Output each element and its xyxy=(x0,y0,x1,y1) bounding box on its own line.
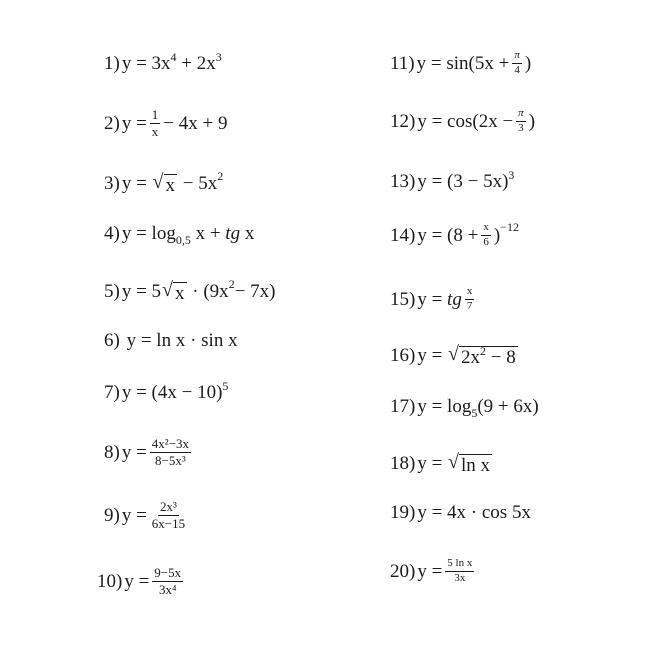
problem-number: 11) xyxy=(390,52,415,74)
fraction: $\frac{\text{2x³}}{6x-15}$ xyxy=(151,499,186,531)
problem-12 xyxy=(390,108,535,134)
problem-number: 4) xyxy=(104,223,120,244)
formula: y = cos(2x − $\frac{\pi}{3}$ ) xyxy=(417,107,536,134)
problem-19 xyxy=(390,503,531,522)
formula: y = 5 √ x · (9x 2 − 7x) xyxy=(121,276,276,304)
problem-number: 10) xyxy=(97,570,123,592)
problem-4 xyxy=(104,223,255,247)
formula: y = $\frac{\text{2x³}}{6x-15}$ xyxy=(121,499,186,531)
problem-6 xyxy=(104,331,238,350)
fraction: $\frac{x}{7}$ xyxy=(466,285,473,312)
formula: $y = \log_5(9 + 6x)$ xyxy=(417,396,539,420)
formula: y = tg $\frac{x}{7}$ xyxy=(417,285,473,312)
problem-number: 20) xyxy=(390,560,416,582)
problem-number: 19) xyxy=(390,502,416,523)
problem-number: 16) xyxy=(390,345,416,366)
problem-17 xyxy=(390,396,539,420)
fraction: $\frac{\text{4x²−3x}}{\text{8−5x³}}$ xyxy=(151,436,190,468)
problem-10 xyxy=(97,566,186,596)
problem-number: 9) xyxy=(104,504,120,526)
formula: y = √ ln x xyxy=(417,451,491,476)
fraction: $\frac{\pi}{4}$ xyxy=(514,49,520,76)
problem-number: 18) xyxy=(390,453,416,474)
fraction: $\frac{\text{5 ln x}}{3x}$ xyxy=(447,557,473,584)
problem-3 xyxy=(104,168,224,196)
fraction: $\frac{9-5x}{\text{3x⁴}}$ xyxy=(154,565,182,597)
problem-number: 3) xyxy=(104,173,120,194)
problem-number: 13) xyxy=(390,171,416,192)
problem-number: 2) xyxy=(104,112,120,134)
problem-number: 7) xyxy=(104,382,120,403)
problem-1 xyxy=(104,50,222,74)
fraction: $\frac{1}{x}$ xyxy=(151,107,159,139)
problem-11 xyxy=(390,50,531,76)
problem-18 xyxy=(390,452,493,475)
formula: $y = 3x^4 + 2x^3$ xyxy=(121,50,222,74)
problem-8 xyxy=(104,437,194,467)
problem-20 xyxy=(390,558,477,584)
problem-number: 6) xyxy=(104,330,120,351)
problem-number: 8) xyxy=(104,441,120,463)
formula: y = √ $2x^2 - 8$ xyxy=(417,343,516,368)
problem-number: 14) xyxy=(390,224,416,246)
problem-16 xyxy=(390,344,519,367)
formula: $y = \log_{0,5} x$ + tg x xyxy=(121,223,255,247)
problem-14 xyxy=(390,222,519,248)
problem-number: 15) xyxy=(390,288,416,310)
formula: $y = (3 - 5x)^3$ xyxy=(417,168,515,192)
formula: y = 4x · cos 5x xyxy=(417,502,531,523)
formula: y = √ x − 5x 2 xyxy=(121,168,224,196)
problem-7 xyxy=(104,379,229,403)
problem-number: 1) xyxy=(104,53,120,74)
problem-9 xyxy=(104,500,190,530)
formula: y = sin(5x + $\frac{\pi}{4}$ ) xyxy=(416,49,532,76)
problem-5 xyxy=(104,276,276,304)
formula: y = $\frac{1}{x}$ − 4x + 9 xyxy=(121,107,228,139)
formula: y = ln x · sin x xyxy=(121,330,238,351)
problem-13 xyxy=(390,168,515,192)
formula: y = (8 + $\frac{x}{6}$ ) −12 xyxy=(417,220,519,248)
problem-number: 5) xyxy=(104,281,120,302)
formula: y = $\frac{\text{5 ln x}}{3x}$ xyxy=(417,557,473,584)
fraction: $\frac{x}{6}$ xyxy=(483,221,489,248)
fraction: $\frac{\pi}{3}$ xyxy=(518,107,524,134)
formula: y = $\frac{9-5x}{\text{3x⁴}}$ xyxy=(124,565,182,597)
formula: y = $\frac{\text{4x²−3x}}{\text{8−5x³}}$ xyxy=(121,436,190,468)
problem-number: 17) xyxy=(390,396,416,417)
formula: $y = (4x - 10)^5$ xyxy=(121,379,229,403)
problem-2 xyxy=(104,108,227,138)
problem-15 xyxy=(390,286,477,312)
problem-number: 12) xyxy=(390,110,416,132)
